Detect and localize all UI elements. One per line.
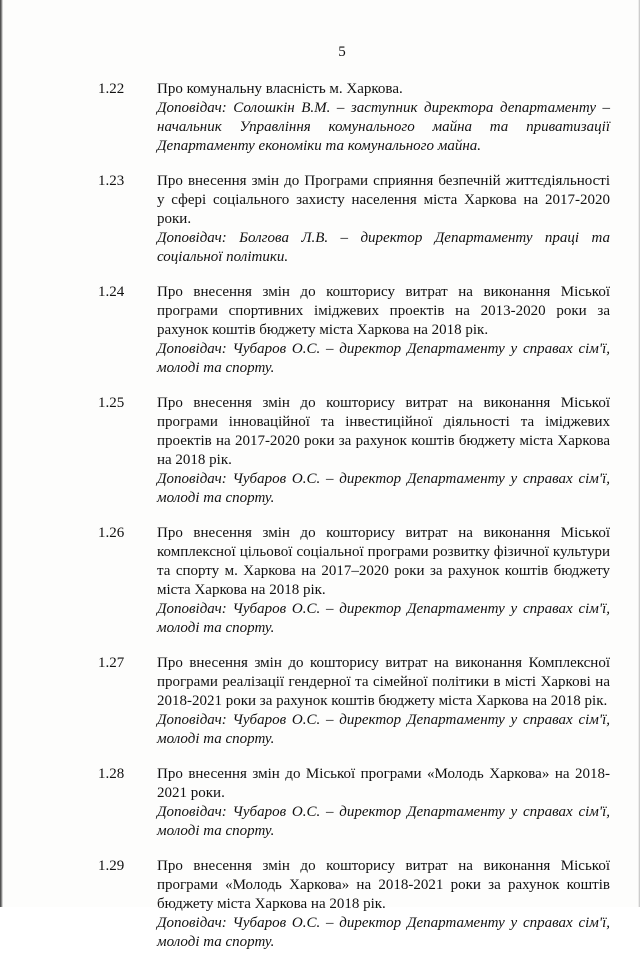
item-speaker	[157, 470, 610, 508]
item-number: 1.22	[98, 81, 125, 97]
item-title: Про внесення змін до Програми сприяння безпечній життєдіяльності у сфері соціального захисту населення міста Харкова на 2017-2020 роки.	[157, 173, 610, 227]
speaker-label: Доповідач:	[157, 471, 227, 487]
speaker-label: Доповідач:	[157, 804, 227, 820]
agenda-item	[0, 283, 640, 378]
speaker-label: Доповідач:	[157, 601, 227, 617]
speaker-text: Солошкін В.М. – заступник директора департаменту – начальник Управління комунального майна та приватизації Департаменту економіки та комунального майна.	[157, 100, 610, 154]
item-speaker	[157, 229, 610, 267]
item-speaker	[157, 914, 610, 952]
item-number: 1.25	[98, 395, 125, 411]
item-number: 1.27	[98, 655, 125, 671]
agenda-item	[0, 857, 640, 952]
agenda-item	[0, 172, 640, 267]
agenda-item	[0, 394, 640, 508]
item-number: 1.26	[98, 525, 125, 541]
speaker-text: Чубаров О.С. – директор Департаменту у справах сім'ї, молоді та спорту.	[157, 915, 610, 950]
item-speaker	[157, 99, 610, 156]
item-body	[157, 283, 610, 378]
item-title: Про внесення змін до Міської програми «Молодь Харкова» на 2018-2021 роки.	[157, 766, 610, 801]
item-title: Про внесення змін до кошторису витрат на виконання Міської програми спортивних іміджевих проектів на 2013-2020 роки за рахунок коштів бюджету міста Харкова на 2018 рік.	[157, 284, 610, 338]
agenda-item	[0, 654, 640, 749]
item-title: Про внесення змін до кошторису витрат на виконання Міської комплексної цільової соціальної програми розвитку фізичної культури та спорту м. Харкова на 2017–2020 роки за рахунок коштів бюджету міста Харкова на 2018 рік.	[157, 525, 610, 598]
speaker-label: Доповідач:	[157, 230, 227, 246]
item-body	[157, 857, 610, 952]
item-speaker	[157, 803, 610, 841]
item-number: 1.29	[98, 858, 125, 874]
agenda-item	[0, 80, 640, 156]
speaker-label: Доповідач:	[157, 341, 227, 357]
speaker-text: Чубаров О.С. – директор Департаменту у справах сім'ї, молоді та спорту.	[157, 601, 610, 636]
speaker-text: Чубаров О.С. – директор Департаменту у справах сім'ї, молоді та спорту.	[157, 341, 610, 376]
item-body	[157, 524, 610, 638]
speaker-label: Доповідач:	[157, 712, 227, 728]
item-title: Про внесення змін до кошторису витрат на виконання Комплексної програми реалізації гендерної та сімейної політики в місті Харкові на 2018-2021 роки за рахунок коштів бюджету міста Харкова на 2018 рік.	[157, 655, 610, 709]
item-speaker	[157, 600, 610, 638]
item-title: Про комунальну власність м. Харкова.	[157, 81, 403, 97]
item-number: 1.24	[98, 284, 125, 300]
item-speaker	[157, 711, 610, 749]
agenda-item	[0, 765, 640, 841]
speaker-text: Чубаров О.С. – директор Департаменту у справах сім'ї, молоді та спорту.	[157, 804, 610, 839]
item-number: 1.28	[98, 766, 125, 782]
item-body	[157, 80, 610, 156]
item-number: 1.23	[98, 173, 125, 189]
item-speaker	[157, 340, 610, 378]
item-body	[157, 654, 610, 749]
speaker-text: Болгова Л.В. – директор Департаменту праці та соціальної політики.	[157, 230, 611, 265]
item-body	[157, 172, 610, 267]
agenda-items	[0, 80, 640, 968]
speaker-text: Чубаров О.С. – директор Департаменту у справах сім'ї, молоді та спорту.	[157, 712, 610, 747]
item-title: Про внесення змін до кошторису витрат на виконання Міської програми інноваційної та інвестиційної діяльності та іміджевих проектів на 2017-2020 роки за рахунок коштів бюджету міста Харкова на 2018 рік.	[157, 395, 610, 468]
speaker-text: Чубаров О.С. – директор Департаменту у справах сім'ї, молоді та спорту.	[157, 471, 610, 506]
speaker-label: Доповідач:	[157, 100, 227, 116]
item-title: Про внесення змін до кошторису витрат на виконання Міської програми «Молодь Харкова» на 2018-2021 роки за рахунок коштів бюджету міста Харкова на 2018 рік.	[157, 858, 610, 912]
page-number: 5	[338, 44, 346, 60]
item-body	[157, 394, 610, 508]
speaker-label: Доповідач:	[157, 915, 227, 931]
agenda-item	[0, 524, 640, 638]
item-body	[157, 765, 610, 841]
